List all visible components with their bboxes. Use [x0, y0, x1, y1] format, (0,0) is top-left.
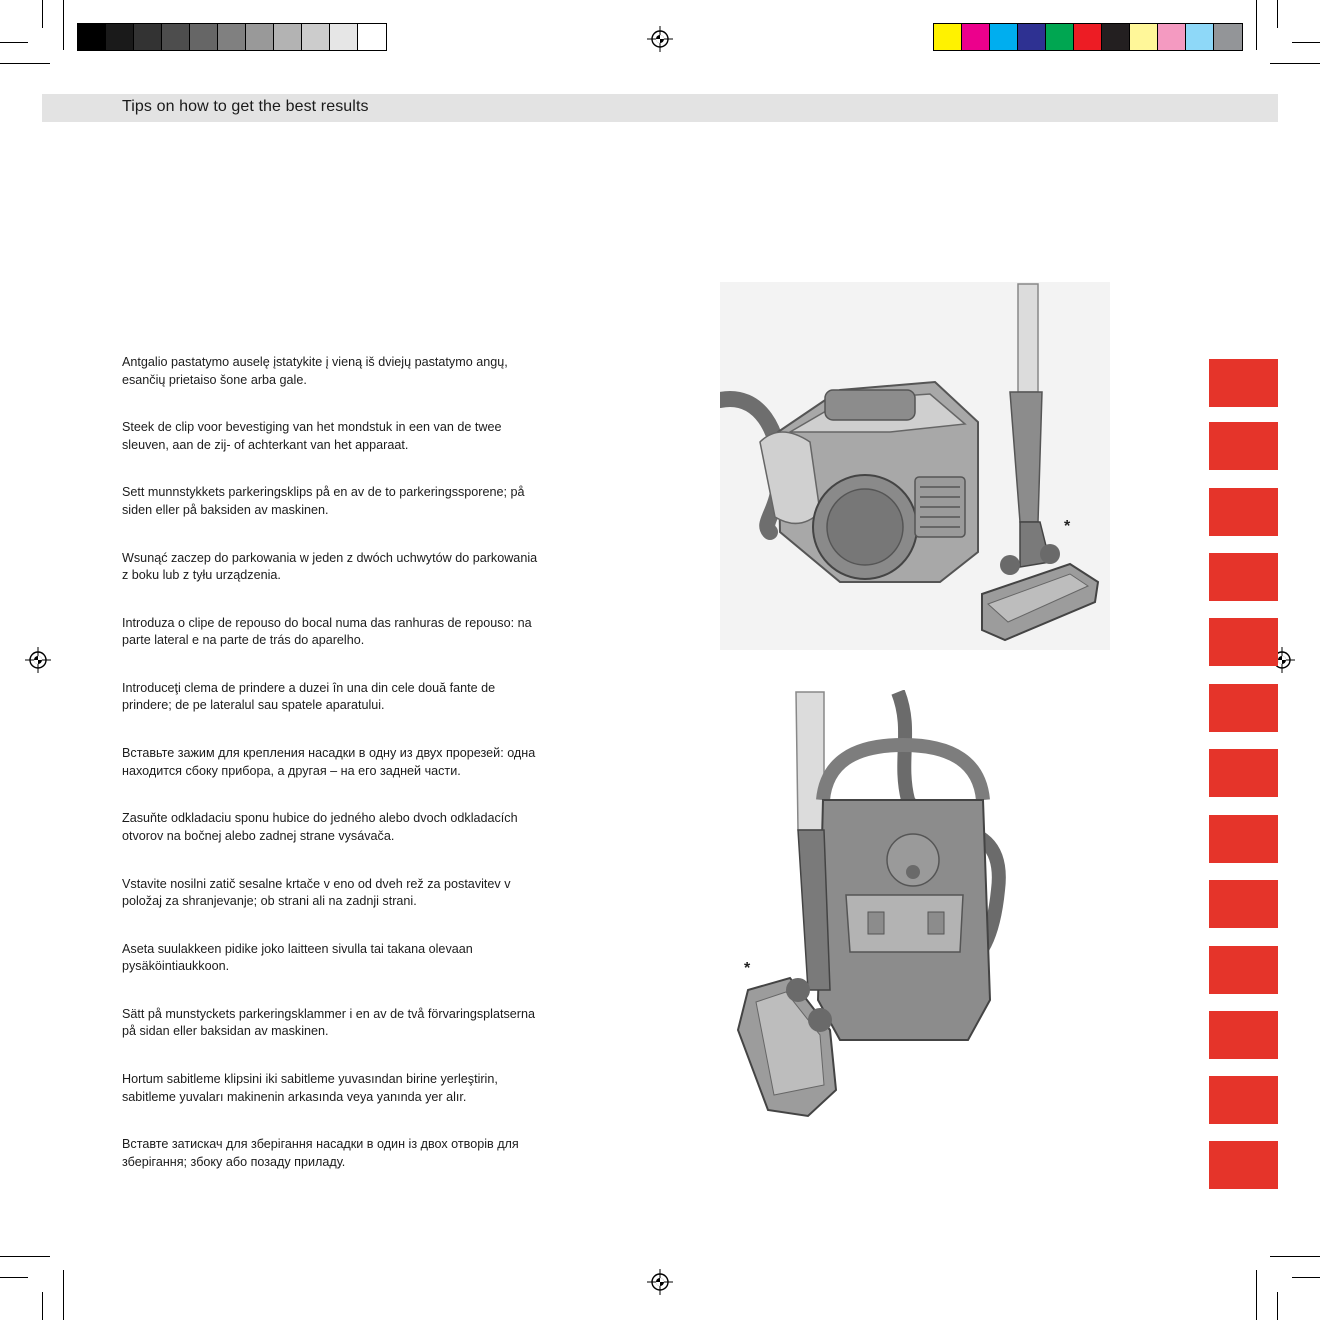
- section-header-band: [42, 94, 1278, 122]
- registration-mark-icon: [25, 647, 51, 673]
- crop-mark: [1277, 1292, 1278, 1320]
- language-tab: [1209, 553, 1278, 601]
- page-title: Tips on how to get the best results: [122, 98, 369, 115]
- calibration-swatch: [106, 24, 134, 50]
- paragraph-line: Zasuňte odkladaciu sponu hubice do jedného alebo dvoch odkladacích: [122, 811, 518, 826]
- instruction-paragraph-sk: [122, 810, 572, 875]
- calibration-swatch: [962, 24, 990, 50]
- calibration-swatch: [218, 24, 246, 50]
- calibration-swatch: [1018, 24, 1046, 50]
- calibration-swatch: [274, 24, 302, 50]
- crop-mark: [1292, 1277, 1320, 1278]
- paragraph-line: Vstavite nosilni zatič sesalne krtače v eno od dveh rež za postavitev v: [122, 876, 511, 891]
- language-tab: [1209, 815, 1278, 863]
- calibration-swatch: [190, 24, 218, 50]
- crop-mark: [42, 0, 43, 28]
- paragraph-line: sleuven, aan de zij- of achterkant van het apparaat.: [122, 437, 409, 452]
- calibration-swatch: [934, 24, 962, 50]
- instruction-paragraph-sl: [122, 876, 572, 941]
- crop-mark: [1277, 0, 1278, 28]
- instruction-paragraph-tr: [122, 1071, 572, 1136]
- language-tab: [1209, 359, 1278, 407]
- crop-mark: [1270, 63, 1320, 64]
- crop-mark: [63, 0, 64, 50]
- language-tab: [1209, 422, 1278, 470]
- language-tab: [1209, 488, 1278, 536]
- paragraph-line: z boku lub z tyłu urządzenia.: [122, 568, 281, 583]
- calibration-swatch: [162, 24, 190, 50]
- calibration-swatch: [330, 24, 358, 50]
- crop-mark: [1292, 42, 1320, 43]
- vacuum-side-drawing: [720, 282, 1110, 650]
- crop-mark: [1256, 1270, 1257, 1320]
- registration-mark-icon: [647, 26, 673, 52]
- language-tab: [1209, 880, 1278, 928]
- crop-mark: [0, 1256, 50, 1257]
- paragraph-line: Introduza o clipe de repouso do bocal numa das ranhuras de repouso: na: [122, 615, 532, 630]
- language-tab: [1209, 946, 1278, 994]
- paragraph-line: Steek de clip voor bevestiging van het mondstuk in een van de twee: [122, 420, 502, 435]
- calibration-swatch: [1102, 24, 1130, 50]
- paragraph-line: otvorov na bočnej alebo zadnej strane vysávača.: [122, 828, 395, 843]
- registration-mark-icon: [647, 1269, 673, 1295]
- paragraph-line: sabitleme yuvaları makinenin arkasında veya yanında yer alır.: [122, 1089, 467, 1104]
- instruction-list: [122, 354, 572, 1201]
- language-tab: [1209, 684, 1278, 732]
- paragraph-line: Antgalio pastatymo auselę įstatykite į vieną iš dviejų pastatymo angų,: [122, 355, 508, 369]
- paragraph-line: Wsunąć zaczep do parkowania w jeden z dwóch uchwytów do parkowania: [122, 550, 538, 565]
- instruction-paragraph-ru: [122, 745, 572, 810]
- calibration-swatch: [134, 24, 162, 50]
- vacuum-upright-drawing: [728, 690, 1018, 1130]
- paragraph-line: зберігання; збоку або позаду приладу.: [122, 1154, 346, 1169]
- instruction-paragraph-pl: [122, 550, 572, 615]
- instruction-paragraph-pt: [122, 615, 572, 680]
- crop-mark: [63, 1270, 64, 1320]
- instruction-paragraph-sv: [122, 1006, 572, 1071]
- calibration-swatch: [358, 24, 386, 50]
- crop-mark: [0, 1277, 28, 1278]
- instruction-paragraph-ro: [122, 680, 572, 745]
- paragraph-line: položaj za shranjevanje; ob strani ali na zadnji strani.: [122, 894, 417, 908]
- paragraph-line: Вставте затискач для зберігання насадки в один із двох отворів для: [122, 1137, 519, 1152]
- language-tab: [1209, 1141, 1278, 1189]
- paragraph-line: siden eller på baksiden av maskinen.: [122, 502, 329, 517]
- instruction-paragraph-lt: [122, 354, 572, 419]
- paragraph-line: prindere; de pe lateralul sau spatele aparatului.: [122, 698, 385, 713]
- calibration-swatch: [1046, 24, 1074, 50]
- crop-mark: [1270, 1256, 1320, 1257]
- language-tab: [1209, 1076, 1278, 1124]
- instruction-paragraph-nl: [122, 419, 572, 484]
- calibration-swatch: [1186, 24, 1214, 50]
- paragraph-line: esančių prietaiso šone arba gale.: [122, 372, 307, 387]
- nozzle-marker: *: [744, 960, 751, 977]
- nozzle-marker: *: [1064, 518, 1071, 535]
- calibration-swatch: [302, 24, 330, 50]
- paragraph-line: Sett munnstykkets parkeringsklips på en av de to parkeringssporene; på: [122, 485, 525, 500]
- calibration-swatch: [246, 24, 274, 50]
- instruction-paragraph-no: [122, 484, 572, 549]
- instruction-paragraph-uk: [122, 1136, 572, 1201]
- language-tab: [1209, 749, 1278, 797]
- calibration-swatch: [78, 24, 106, 50]
- paragraph-line: på sidan eller baksidan av maskinen.: [122, 1024, 329, 1039]
- paragraph-line: Hortum sabitleme klipsini iki sabitleme yuvasından birine yerleştirin,: [122, 1072, 498, 1087]
- paragraph-line: находится сбоку прибора, а другая – на его задней части.: [122, 763, 461, 778]
- calibration-swatch: [1130, 24, 1158, 50]
- calibration-swatch: [1074, 24, 1102, 50]
- crop-mark: [0, 42, 28, 43]
- language-tab: [1209, 618, 1278, 666]
- paragraph-line: Aseta suulakkeen pidike joko laitteen sivulla tai takana olevaan: [122, 941, 473, 956]
- grayscale-calibration-bar: [77, 23, 387, 51]
- color-calibration-bar: [933, 23, 1243, 51]
- vacuum-upright-storage-illustration: [728, 690, 1018, 1130]
- crop-mark: [0, 63, 50, 64]
- paragraph-line: Introduceţi clema de prindere a duzei în una din cele două fante de: [122, 680, 496, 695]
- calibration-swatch: [1214, 24, 1242, 50]
- paragraph-line: parte lateral e na parte de trás do aparelho.: [122, 633, 365, 648]
- paragraph-line: Sätt på munstyckets parkeringsklammer i en av de två förvaringsplatserna: [122, 1006, 535, 1021]
- crop-mark: [42, 1292, 43, 1320]
- paragraph-line: pysäköintiaukkoon.: [122, 959, 230, 974]
- paragraph-line: Вставьте зажим для крепления насадки в одну из двух прорезей: одна: [122, 746, 536, 761]
- crop-mark: [1256, 0, 1257, 50]
- instruction-paragraph-fi: [122, 941, 572, 1006]
- vacuum-side-parked-illustration: [720, 282, 1110, 650]
- calibration-swatch: [990, 24, 1018, 50]
- calibration-swatch: [1158, 24, 1186, 50]
- language-tab: [1209, 1011, 1278, 1059]
